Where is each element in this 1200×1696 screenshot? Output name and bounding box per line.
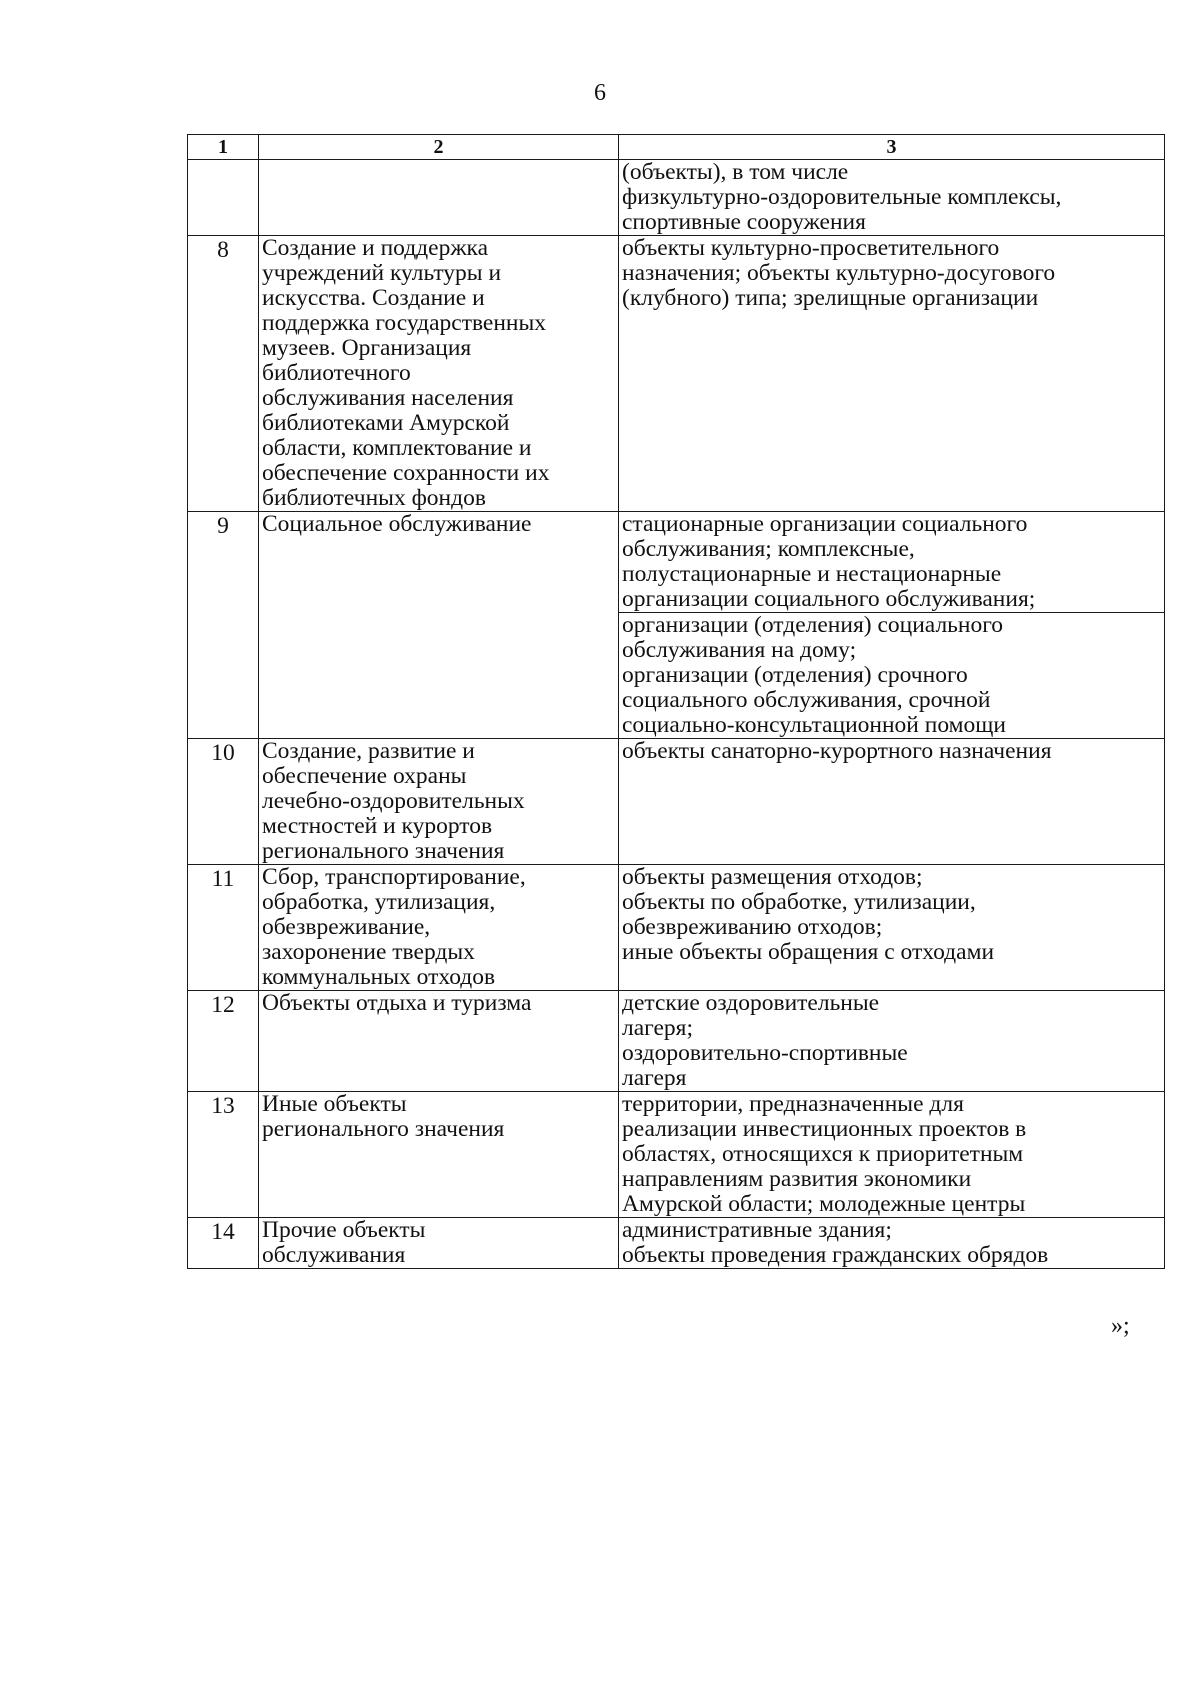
row-objects: объекты размещения отходов; объекты по обработке, утилизации, обезвреживанию отходов; иные объекты обращения с отходами <box>619 865 1165 991</box>
row-activity-name: Иные объекты регионального значения <box>259 1092 619 1218</box>
row-objects: детские оздоровительные лагеря; оздоровительно-спортивные лагеря <box>619 991 1165 1092</box>
header-col-2: 2 <box>259 135 619 160</box>
table-row <box>188 865 1165 991</box>
header-col-1: 1 <box>188 135 259 160</box>
row-number: 8 <box>188 236 259 512</box>
row-activity-name <box>259 160 619 236</box>
table-row <box>188 1218 1165 1269</box>
row-activity-name: Объекты отдыха и туризма <box>259 991 619 1092</box>
row-number: 14 <box>188 1218 259 1269</box>
row-objects: (объекты), в том числе физкультурно-оздоровительные комплексы, спортивные сооружения <box>619 160 1165 236</box>
row-activity-name: Создание и поддержка учреждений культуры и искусства. Создание и поддержка государственных музеев. Организация библиотечного обслуживания населения библиотеками Амурской области, комплектование и обеспечение сохранности их библиотечных фондов <box>259 236 619 512</box>
row-objects: объекты культурно-просветительного назначения; объекты культурно-досугового (клубного) типа; зрелищные организации <box>619 236 1165 512</box>
objects-table <box>187 134 1165 1269</box>
row-activity-name: Социальное обслуживание <box>259 512 619 739</box>
table-row <box>188 160 1165 236</box>
row-objects: объекты санаторно-курортного назначения <box>619 739 1165 865</box>
table-row <box>188 739 1165 865</box>
table-row <box>188 236 1165 512</box>
row-number: 13 <box>188 1092 259 1218</box>
row-number: 12 <box>188 991 259 1092</box>
table-row <box>188 991 1165 1092</box>
table-header-row <box>188 135 1165 160</box>
row-number: 10 <box>188 739 259 865</box>
page-number: 6 <box>594 80 606 106</box>
closing-quote-mark: »; <box>1111 1313 1130 1339</box>
row-activity-name: Создание, развитие и обеспечение охраны лечебно-оздоровительных местностей и курортов регионального значения <box>259 739 619 865</box>
row-number <box>188 160 259 236</box>
row-objects: территории, предназначенные для реализации инвестиционных проектов в областях, относящихся к приоритетным направлениям развития экономики Амурской области; молодежные центры <box>619 1092 1165 1218</box>
row-activity-name: Прочие объекты обслуживания <box>259 1218 619 1269</box>
row-objects: стационарные организации социального обслуживания; комплексные, полустационарные и нестационарные организации социального обслуживания; <box>619 512 1165 613</box>
row-number: 11 <box>188 865 259 991</box>
header-col-3: 3 <box>619 135 1165 160</box>
row-objects: административные здания; объекты проведения гражданских обрядов <box>619 1218 1165 1269</box>
row-number: 9 <box>188 512 259 739</box>
table-row <box>188 512 1165 613</box>
row-activity-name: Сбор, транспортирование, обработка, утилизация, обезвреживание, захоронение твердых коммунальных отходов <box>259 865 619 991</box>
objects-table-wrapper <box>187 134 1164 1269</box>
row-objects-extra: организации (отделения) социального обслуживания на дому; организации (отделения) срочного социального обслуживания, срочной социально-консультационной помощи <box>619 613 1165 739</box>
table-row <box>188 1092 1165 1218</box>
